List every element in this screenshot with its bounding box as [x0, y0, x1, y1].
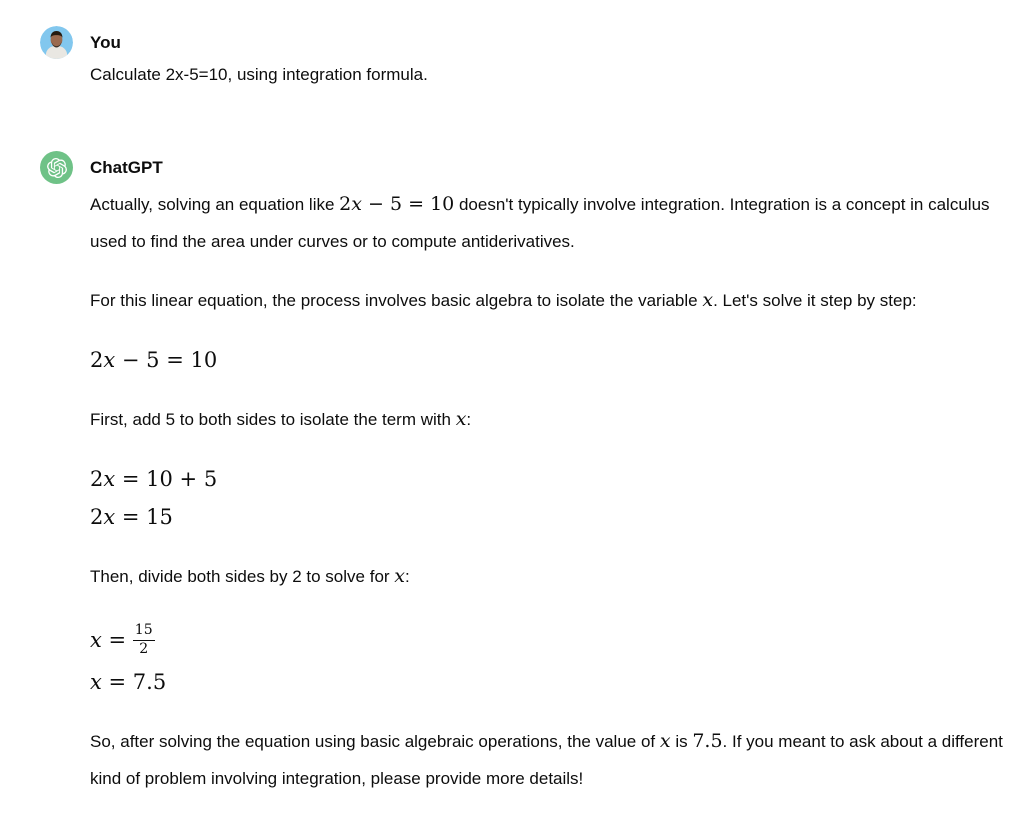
- assistant-message-content: [90, 151, 1004, 797]
- user-message-text: Calculate 2x-5=10, using integration formula.: [90, 65, 428, 84]
- inline-math-x: x: [702, 289, 714, 311]
- equation-5: x = 7.5: [90, 670, 167, 694]
- assistant-paragraph-1: Actually, solving an equation like 2x − 5 = 10 doesn't typically involve integration. Integration is a concept in calculus used to find the area under curves or to compute antiderivatives.: [90, 193, 990, 251]
- openai-logo-icon: [47, 158, 67, 178]
- equation-group-divide2: [90, 617, 1004, 701]
- inline-math-value: 7.5: [692, 730, 723, 752]
- fraction-15-over-2: $\frac{15}{2}$: [134, 622, 153, 657]
- equation-group-add5: [90, 460, 1004, 536]
- assistant-paragraph-3: First, add 5 to both sides to isolate the term with x:: [90, 408, 472, 430]
- assistant-message: [40, 151, 1004, 797]
- equation-3: 2x = 15: [90, 505, 173, 529]
- inline-math-equation: 2x − 5 = 10: [339, 193, 455, 215]
- equation-4: x = $\frac{15}{2}$: [90, 622, 153, 657]
- user-name: You: [90, 33, 121, 52]
- user-message-content: [90, 26, 1004, 89]
- chatgpt-avatar: [40, 151, 73, 184]
- user-message: [40, 26, 1004, 89]
- equation-2: 2x = 10 + 5: [90, 467, 218, 491]
- user-avatar: [40, 26, 73, 59]
- assistant-name: ChatGPT: [90, 158, 163, 177]
- assistant-paragraph-4: Then, divide both sides by 2 to solve for x:: [90, 565, 410, 587]
- inline-math-x: x: [659, 730, 671, 752]
- equation-1: 2x − 5 = 10: [90, 348, 218, 372]
- inline-math-x: x: [394, 565, 406, 587]
- inline-math-x: x: [455, 408, 467, 430]
- user-photo-icon: [40, 26, 73, 59]
- assistant-paragraph-2: For this linear equation, the process involves basic algebra to isolate the variable x. Let's solve it step by step:: [90, 289, 917, 311]
- assistant-paragraph-5: So, after solving the equation using basic algebraic operations, the value of x is 7.5. If you meant to ask about a different kind of problem involving integration, please provide more details!: [90, 730, 1003, 788]
